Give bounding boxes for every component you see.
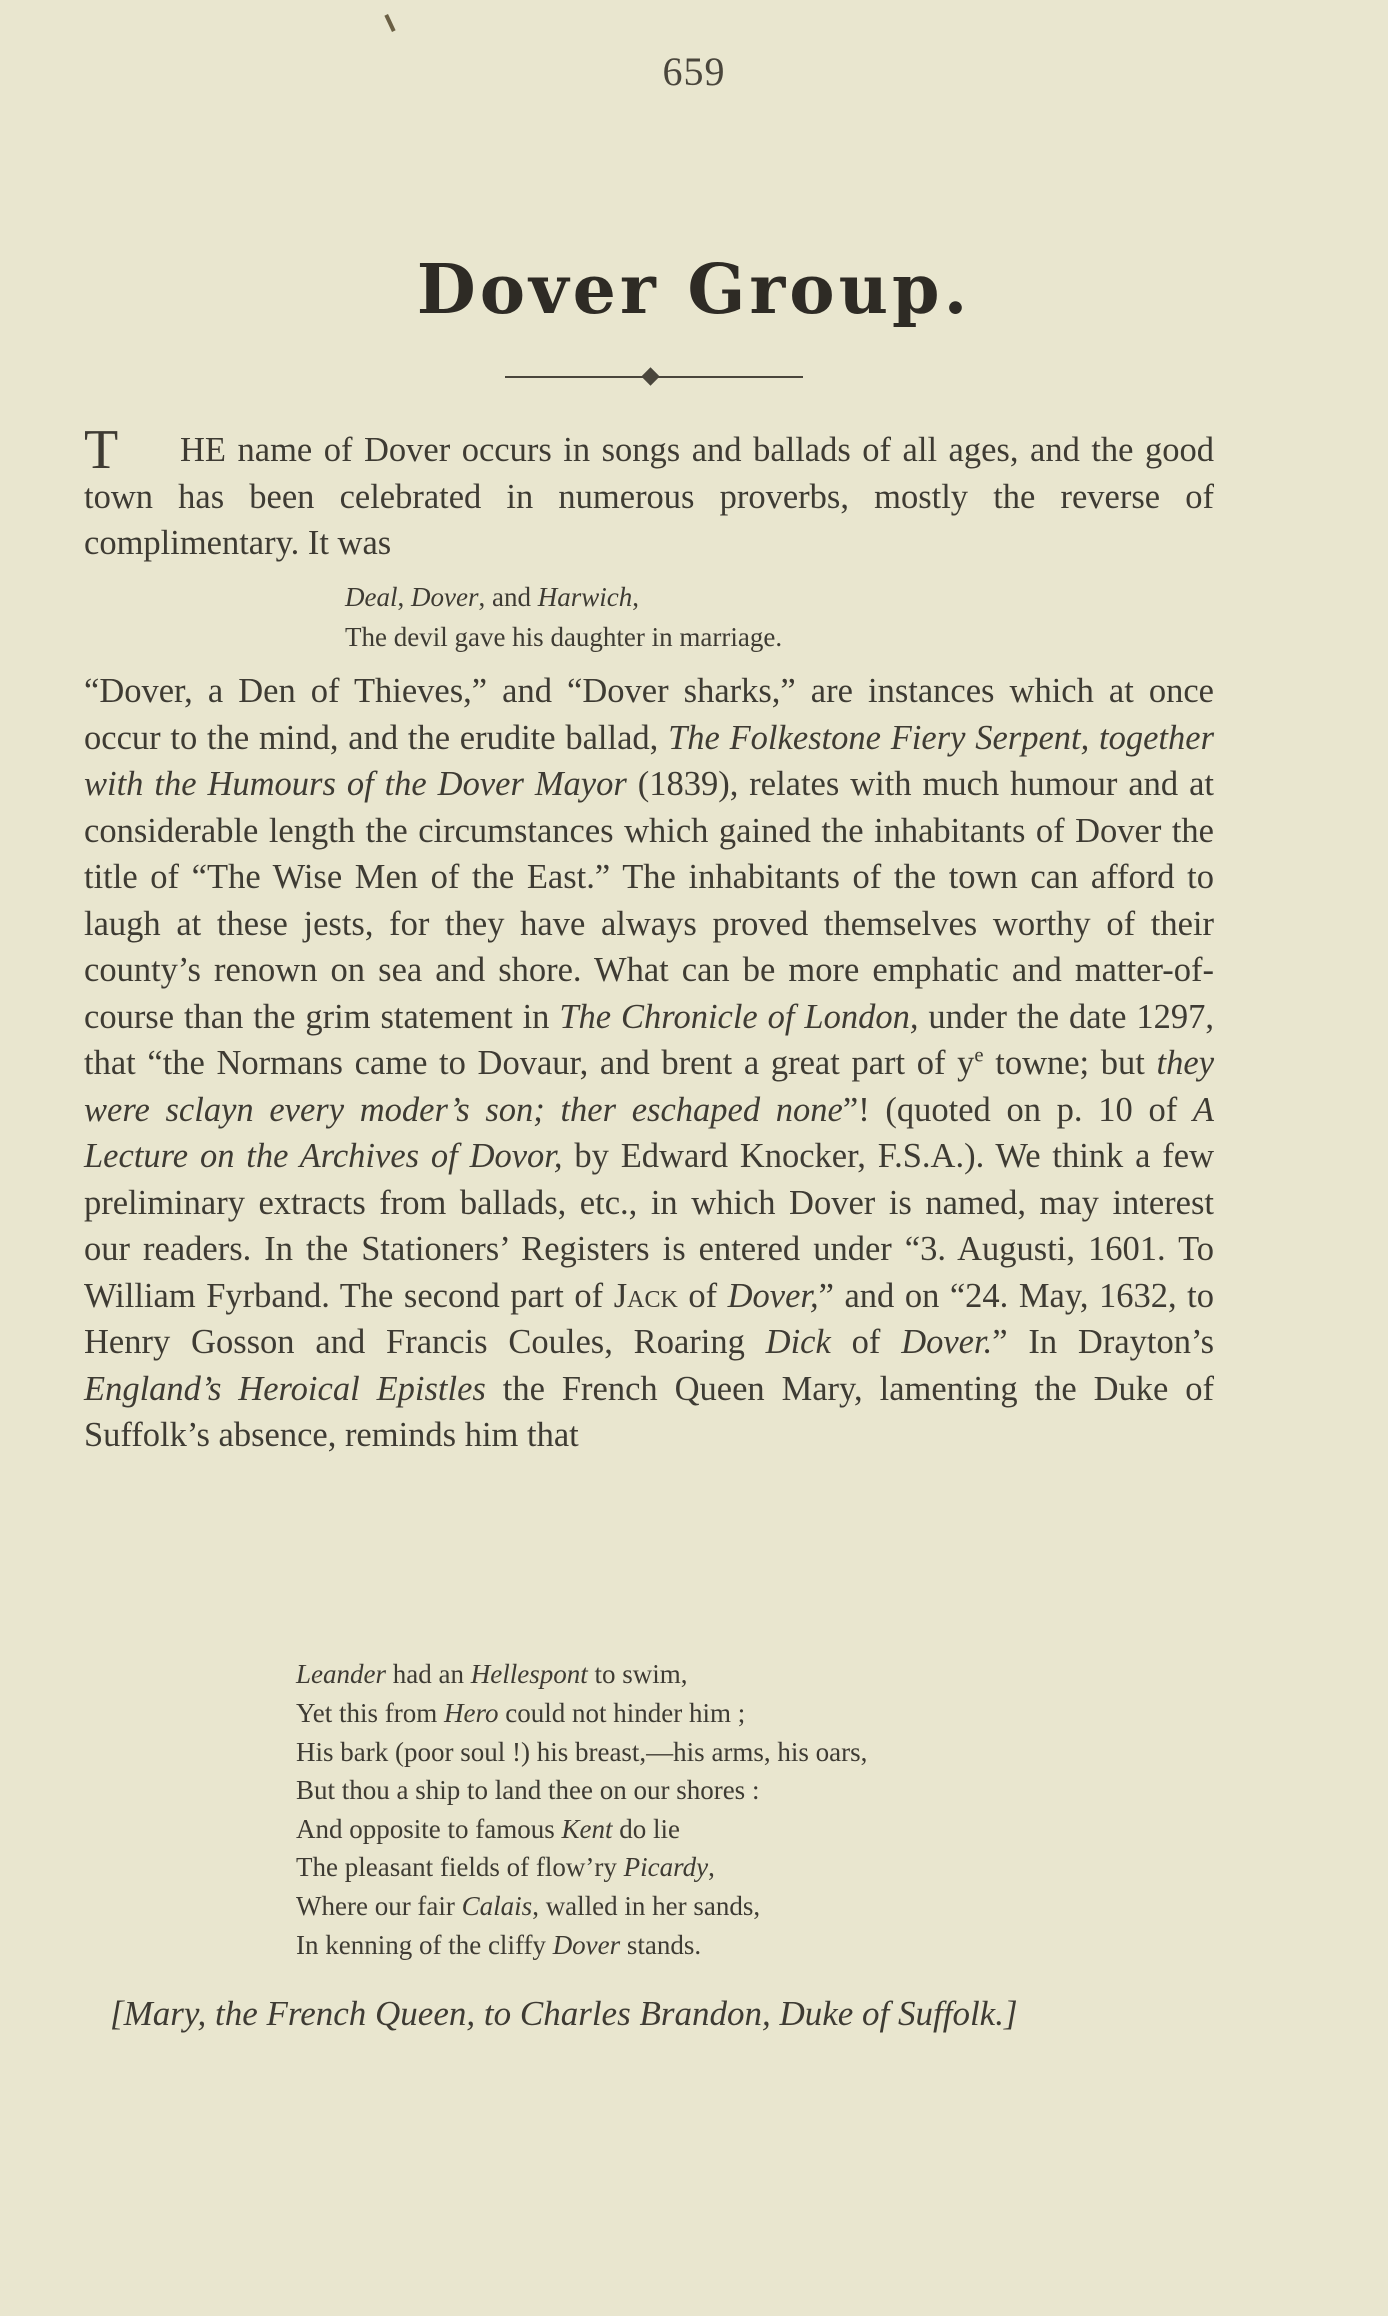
verse-line-1: Leander had an Hellespont to swim, xyxy=(296,1659,688,1689)
lecture-title: A Lecture on the Archives of Dovor, xyxy=(84,1090,1214,1175)
main-paragraph: “Dover, a Den of Thieves,” and “Dover sharks,” are instances which at once occur to the mind, and the erudite ballad, The Folkestone Fiery Serpent, together with the Humours of the Dover Mayor (1839), relates with much humour and at considerable length the circumstances which gained the inhabitants of Dover the title of “The Wise Men of the East.” The inhabitants of the town can afford to laugh at these jests, for they have always proved themselves worthy of their county’s renown on sea and shore. What can be more emphatic and matter-of-course than the grim statement in The Chronicle of London, under the date 1297, that “the Normans came to Dovaur, and brent a great part of $y^e$ towne; but they were sclayn every moder’s son; ther eschaped none”! (quoted on p. 10 of A Lecture on the Archives of Dovor, by Edward Knocker, F.S.A.). We think a few preliminary extracts from ballads, etc., in which Dover is named, may interest our readers. In the Stationers’ Registers is entered under “3. Augusti, 1601. To William Fyrband. The second part of Jack of Dover,” and on “24. May, 1632, to Henry Gosson and Francis Coules, Roaring Dick of Dover.” In Drayton’s England’s Heroical Epistles the French Queen Mary, lamenting the Duke of Suffolk’s absence, reminds him that xyxy=(84,672,1215,1454)
place-dover: Dover xyxy=(410,582,479,612)
epistles-title: England’s Heroical Epistles xyxy=(84,1369,486,1408)
verse-line-3: His bark (poor soul !) his breast,—his arms, his oars, xyxy=(296,1737,868,1767)
verse-line-5: And opposite to famous Kent do lie xyxy=(296,1814,680,1844)
verse-line-2: Yet this from Hero could not hinder him ; xyxy=(296,1698,746,1728)
rule-diamond-ornament xyxy=(641,367,659,385)
place-harwich: Harwich xyxy=(537,582,633,612)
verse-line-6: The pleasant fields of flow’ry Picardy, xyxy=(296,1852,715,1882)
proverb-line-2: The devil gave his daughter in marriage. xyxy=(345,622,783,652)
page-number: 659 xyxy=(662,49,726,94)
jack-smallcaps: Jack xyxy=(613,1276,678,1315)
ballad-title: The Folkestone Fiery Serpent, together with the Humours of the Dover Mayor xyxy=(84,718,1214,803)
verse-line-7: Where our fair Calais, walled in her sands, xyxy=(296,1891,761,1921)
verse-line-8: In kenning of the cliffy Dover stands. xyxy=(296,1930,702,1960)
proverb-line-1: Deal, Dover, and Harwich, xyxy=(345,582,639,612)
intro-paragraph: HE name of Dover occurs in songs and ballads of all ages, and the good town has been celebrated in numerous proverbs, mostly the reverse of complimentary. It was xyxy=(84,431,1214,562)
place-deal: Deal xyxy=(345,582,398,612)
ink-mark xyxy=(384,14,395,32)
chronicle-quote: they were sclayn every moder’s son; ther eschaped none xyxy=(84,1044,1215,1129)
chronicle-title: The Chronicle of London, xyxy=(559,997,919,1036)
verse-line-4: But thou a ship to land thee on our shores : xyxy=(296,1775,760,1805)
drop-cap: T xyxy=(84,419,119,481)
verse-attribution: [Mary, the French Queen, to Charles Brandon, Duke of Suffolk.] xyxy=(110,1994,1018,2033)
page-title: Dover Group. xyxy=(416,250,972,330)
